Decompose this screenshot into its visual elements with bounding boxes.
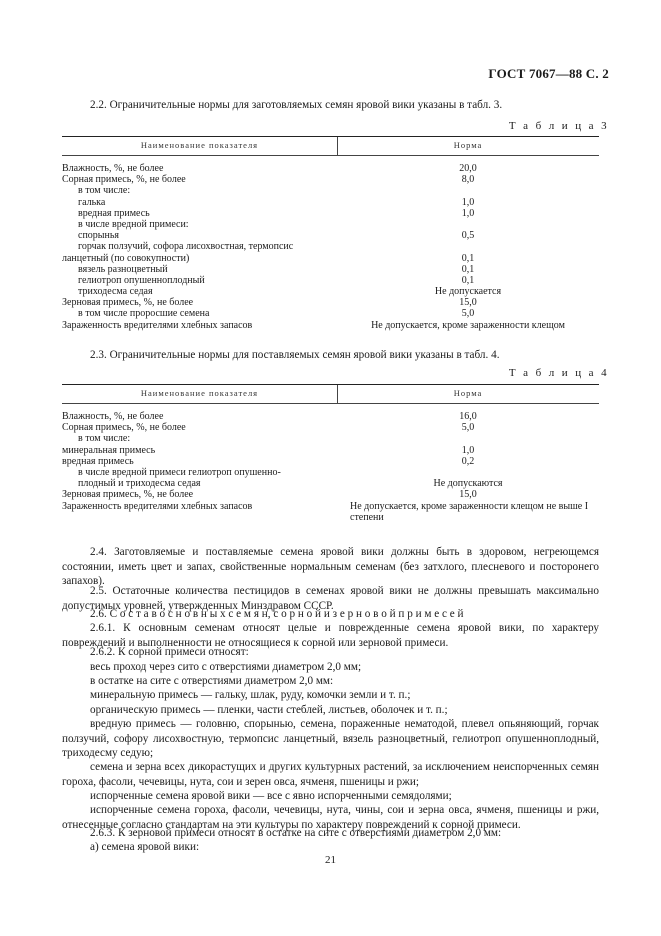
table-3-header <box>62 136 599 156</box>
table-row <box>62 478 599 489</box>
table-4-header <box>62 384 599 404</box>
table-row <box>62 230 599 241</box>
paragraph-2-6-2-c: минеральную примесь — гальку, шлак, руду, комочки земли и т. п.; <box>90 689 411 701</box>
row-value: 5,0 <box>461 422 475 434</box>
row-label: плодный и триходесма седая <box>78 478 201 490</box>
table-row <box>62 297 599 308</box>
row-label: галька <box>78 196 106 208</box>
row-value: 20,0 <box>459 163 477 174</box>
row-value: Не допускается, кроме зараженности клещом не выше I степени <box>350 500 589 523</box>
row-label: в том числе: <box>78 185 131 197</box>
row-value: Не допускается <box>434 286 502 298</box>
paragraph-2-3: 2.3. Ограничительные нормы для поставляемых семян яровой вики указаны в табл. 4. <box>90 349 500 361</box>
row-label: в числе вредной примеси гелиотроп опушенно- <box>78 466 281 478</box>
table-3-col-norm: Норма <box>453 140 483 150</box>
table-row <box>62 275 599 286</box>
paragraph-2-6-3: 2.6.3. К зерновой примеси относят в остатке на сите с отверстиями диаметром 2,0 мм: <box>90 827 502 839</box>
page-header: ГОСТ 7067—88 С. 2 <box>488 66 609 81</box>
paragraph-2-5: 2.5. Остаточные количества пестицидов в семенах яровой вики не должны превышать максимально допустимых уровней, утвержденных Минздравом СССР. <box>62 585 599 612</box>
row-label: Зараженность вредителями хлебных запасов <box>62 319 253 331</box>
table-row <box>62 489 599 500</box>
table-row <box>62 445 599 456</box>
row-value: 1,0 <box>461 196 475 208</box>
paragraph-2-6-2: 2.6.2. К сорной примеси относят: <box>90 646 249 658</box>
table-row <box>62 467 599 478</box>
page-number: 21 <box>325 854 336 866</box>
table-row <box>62 422 599 433</box>
row-value: 15,0 <box>459 297 477 309</box>
table-row <box>62 241 599 252</box>
row-label: в том числе проросшие семена <box>78 308 210 320</box>
table-row <box>62 197 599 208</box>
row-label: Влажность, %, не более <box>62 163 164 174</box>
row-label: вредная примесь <box>62 455 134 467</box>
row-value: 0,1 <box>461 274 475 286</box>
row-value: 15,0 <box>459 489 477 501</box>
row-label: Сорная примесь, %, не более <box>62 174 186 186</box>
table-3-col-name: Наименование показателя <box>140 140 259 150</box>
paragraph-2-6-2-e: вредную примесь — головню, спорынью, семена, пораженные нематодой, плевел опьяняющий, горчак ползучий, софору лисохвостную, термопсис ланцетный, вязель разноцветный, гелиотроп опушенноплодный, триходесму седую; <box>62 718 599 760</box>
row-label: Сорная примесь, %, не более <box>62 422 186 434</box>
table-4-col-name: Наименование показателя <box>140 388 259 398</box>
table-row <box>62 501 599 523</box>
paragraph-2-4: 2.4. Заготовляемые и поставляемые семена яровой вики должны быть в здоровом, негреющемся состоянии, иметь цвет и запах, свойственные нормальным семенам (без затхлого, плесневого и посторонего запахов). <box>62 546 599 588</box>
table-row <box>62 219 599 230</box>
paragraph-2-2: 2.2. Ограничительные нормы для заготовляемых семян яровой вики указаны в табл. 3. <box>90 99 503 111</box>
paragraph-2-6-3-a: а) семена яровой вики: <box>90 841 200 853</box>
paragraph-2-6: 2.6. С о с т а в о с н о в н ы х с е м я н, с о р н о й и з е р н о в о й п р и м е с е й <box>90 608 464 620</box>
table-row <box>62 411 599 422</box>
paragraph-2-6-1: 2.6.1. К основным семенам относят целые и поврежденные семена яровой вики, по характеру повреждений и выполненности не относящиеся к сорной или зерновой примеси. <box>62 622 599 649</box>
table-row <box>62 456 599 467</box>
row-label: Влажность, %, не более <box>62 411 164 422</box>
table-row <box>62 185 599 196</box>
row-value: 16,0 <box>459 411 477 422</box>
table-row <box>62 174 599 185</box>
row-label: вязель разноцветный <box>78 263 168 275</box>
row-label: горчак ползучий, софора лисохвостная, термопсис <box>78 241 294 253</box>
paragraph-2-6-2-d: органическую примесь — пленки, части стеблей, листьев, оболочек и т. п.; <box>90 704 448 716</box>
row-value: 1,0 <box>461 207 475 219</box>
table-4 <box>62 384 599 523</box>
row-label: триходесма седая <box>78 286 153 298</box>
row-label: гелиотроп опушенноплодный <box>78 274 205 286</box>
row-value: 0,5 <box>461 230 475 242</box>
table-4-col-norm: Норма <box>453 388 483 398</box>
row-value: 0,1 <box>461 252 475 264</box>
row-label: ланцетный (по совокупности) <box>62 252 190 264</box>
table-3 <box>62 136 599 331</box>
row-value: Не допускается, кроме зараженности клещом <box>371 319 565 331</box>
row-value: 1,0 <box>461 444 475 456</box>
table-row <box>62 308 599 319</box>
table-row <box>62 286 599 297</box>
row-value: 0,1 <box>461 263 475 275</box>
table-row <box>62 163 599 174</box>
row-value: Не допускаются <box>433 478 503 490</box>
table-row <box>62 433 599 444</box>
paragraph-2-6-2-g: испорченные семена яровой вики — все с явно испорченными семядолями; <box>90 790 452 802</box>
row-value: 8,0 <box>461 174 475 186</box>
paragraph-2-6-2-h: испорченные семена гороха, фасоли, чечевицы, нута, чины, сои и зерна овса, ячменя, пшеницы и ржи, отнесенные согласно стандартам на эти культуры по характеру повреждений к сорной примеси. <box>62 804 599 831</box>
row-label: в том числе: <box>78 433 131 445</box>
table-row <box>62 208 599 219</box>
row-label: Зараженность вредителями хлебных запасов <box>62 500 253 512</box>
paragraph-2-6-2-a: весь проход через сито с отверстиями диаметром 2,0 мм; <box>90 661 362 673</box>
table-3-label: Т а б л и ц а 3 <box>508 120 609 132</box>
row-label: в числе вредной примеси: <box>78 218 189 230</box>
row-label: спорынья <box>78 230 120 242</box>
row-value: 5,0 <box>461 308 475 320</box>
row-label: Зерновая примесь, %, не более <box>62 297 194 309</box>
row-label: минеральная примесь <box>62 444 156 456</box>
row-label: Зерновая примесь, %, не более <box>62 489 194 501</box>
table-4-label: Т а б л и ц а 4 <box>508 367 609 379</box>
paragraph-2-6-2-f: семена и зерна всех дикорастущих и других культурных растений, за исключением неиспорченных семян гороха, фасоли, чечевицы, нута, сои и зерен овса, ячменя, пшеницы и ржи; <box>62 761 599 788</box>
paragraph-2-6-2-b: в остатке на сите с отверстиями диаметром 2,0 мм: <box>90 675 334 687</box>
row-label: вредная примесь <box>78 207 150 219</box>
table-row <box>62 320 599 331</box>
row-value: 0,2 <box>461 455 475 467</box>
table-row <box>62 253 599 264</box>
table-row <box>62 264 599 275</box>
